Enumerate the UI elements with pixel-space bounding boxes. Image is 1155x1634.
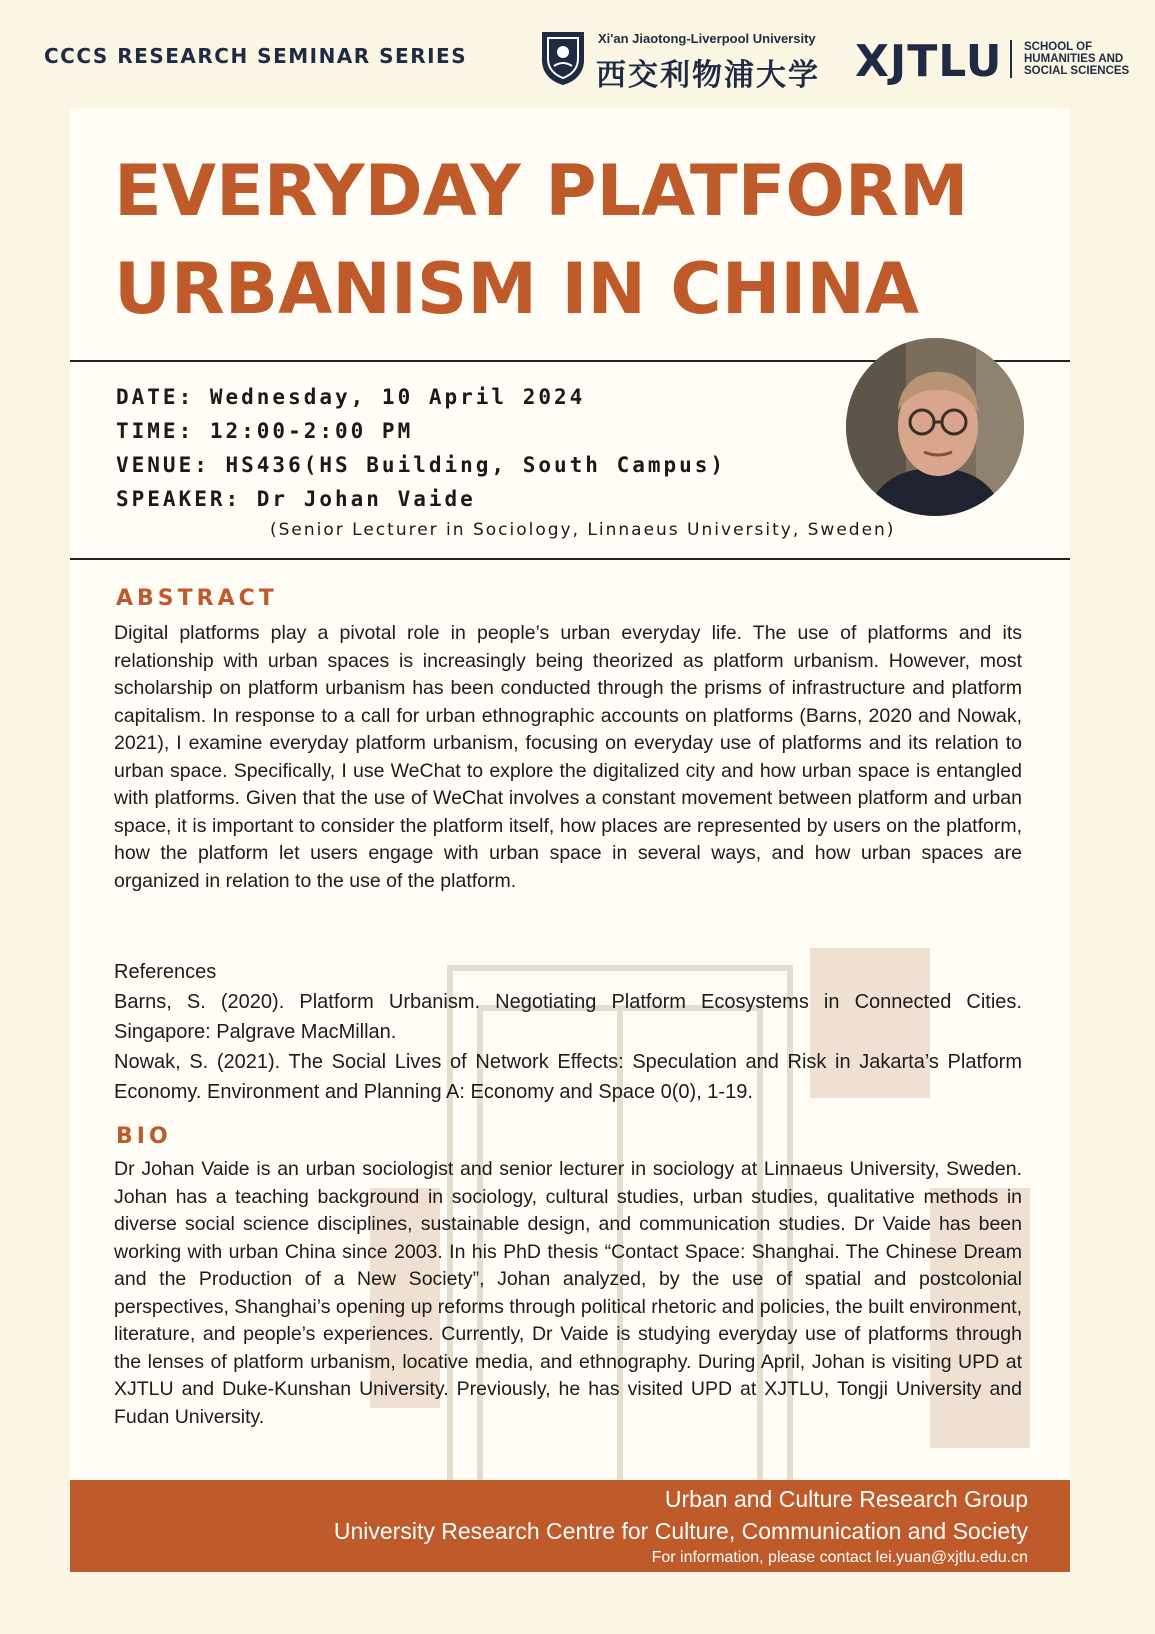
school-name [1024,41,1144,77]
logo-divider [1010,40,1012,78]
event-speaker: SPEAKER: Dr Johan Vaide [116,487,476,511]
school-name-line: SCHOOL OF [1024,41,1093,53]
abstract-text: Digital platforms play a pivotal role in people’s urban everyday life. The use of platforms and its relationship with urban spaces is increasingly being theorized as platform urbanism. However, most scholarship on platform urbanism has been conducted through the prisms of infrastructure and platform capitalism. In response to a call for urban ethnographic accounts on platforms (Barns, 2020 and Nowak, 2021), I examine everyday platform urbanism, focusing on everyday use of platforms and its relation to urban space. Specifically, I use WeChat to explore the digitalized city and how urban space is entangled with platforms. Given that the use of WeChat involves a constant movement between platform and urban space, it is important to consider the platform itself, how places are represented by users on the platform, how the platform let users engage with urban space in several ways, and how urban spaces are organized in relation to the use of the platform. [114,622,1022,892]
abstract-heading: ABSTRACT [116,586,278,611]
university-logo [540,28,1140,93]
university-name-en: Xi'an Jiaotong-Liverpool University [598,31,816,46]
event-date: DATE: Wednesday, 10 April 2024 [116,385,586,409]
contact-info: For information, please contact lei.yuan@xjtlu.edu.cn [651,1549,1028,1566]
school-name-line: SOCIAL SCIENCES [1024,65,1130,77]
speaker-portrait-illustration [846,338,1024,516]
reference-item: Barns, S. (2020). Platform Urbanism. Negotiating Platform Ecosystems in Connected Cities. Singapore: Palgrave MacMillan. [114,991,1022,1043]
university-name-cn: 西交利物浦大学 [596,58,820,93]
reference-item: Nowak, S. (2021). The Social Lives of Network Effects: Speculation and Risk in Jakarta’s Platform Economy. Environment and Planning A: Economy and Space 0(0), 1-19. [114,1051,1022,1103]
speaker-portrait [846,338,1024,516]
title-line: EVERYDAY PLATFORM [114,150,969,232]
bio-heading: BIO [116,1124,172,1149]
bio-text: Dr Johan Vaide is an urban sociologist and senior lecturer in sociology at Linnaeus University, Sweden. Johan has a teaching background in sociology, cultural studies, urban studies, qualitative methods in diverse social science disciplines, sustainable design, and communication studies. Dr Vaide has been working with urban China since 2003. In his PhD thesis “Contact Space: Shanghai. The Chinese Dream and the Production of a New Society”, Johan analyzed, by the use of spatial and postcolonial perspectives, Shanghai’s opening up reforms through political rhetoric and policies, the built environment, literature, and people’s experiences. Currently, Dr Vaide is studying everyday use of platforms through the lenses of platform urbanism, locative media, and ethnography. During April, Johan is visiting UPD at XJTLU and Duke-Kunshan University. Previously, he has visited UPD at XJTLU, Tongji University and Fudan University. [114,1158,1022,1428]
research-group: Urban and Culture Research Group [664,1486,1028,1512]
university-crest-icon [540,30,586,86]
brand-wordmark: XJTLU [855,36,1003,87]
school-name-line: HUMANITIES AND [1024,53,1124,65]
references-heading: References [114,961,217,983]
title-line: URBANISM IN CHINA [114,248,920,330]
event-venue: VENUE: HS436(HS Building, South Campus) [116,453,727,477]
event-time: TIME: 12:00-2:00 PM [116,419,414,443]
event-title [114,142,1054,338]
references [114,957,1022,1107]
footer-banner [70,1480,1070,1572]
event-details [116,380,726,516]
info-divider [70,558,1070,560]
research-centre: University Research Centre for Culture, Communication and Society [333,1518,1028,1544]
speaker-affiliation: (Senior Lecturer in Sociology, Linnaeus University, Sweden) [270,520,896,540]
seminar-series-label: CCCS RESEARCH SEMINAR SERIES [44,44,468,68]
